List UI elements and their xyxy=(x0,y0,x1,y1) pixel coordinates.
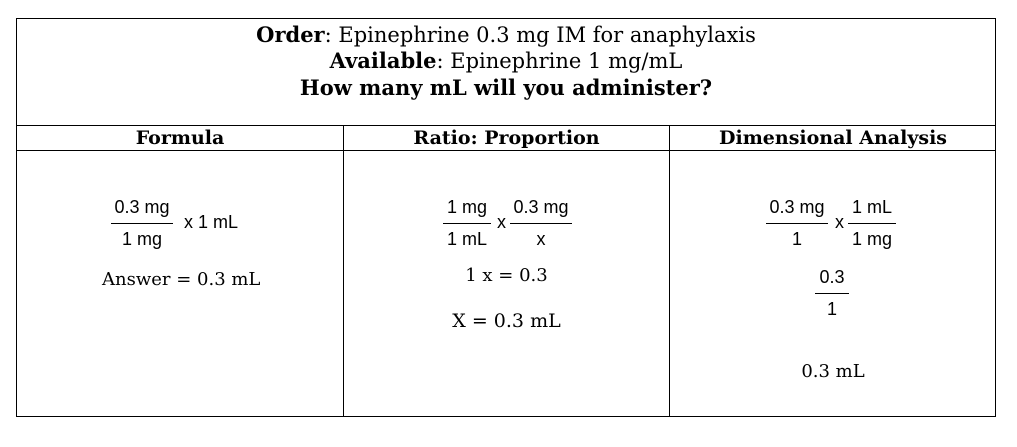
available-line xyxy=(17,48,995,74)
ratio-fraction-2 xyxy=(510,196,572,250)
formula-answer: Answer = 0.3 mL xyxy=(102,269,261,290)
dimensional-fraction-3 xyxy=(815,266,849,320)
fraction-bar xyxy=(815,293,849,294)
order-line xyxy=(17,22,995,48)
column-header-formula: Formula xyxy=(135,127,225,149)
fraction-bar xyxy=(443,223,491,224)
dimensional-fraction-3-denominator: 1 xyxy=(826,299,837,319)
fraction-bar xyxy=(766,223,828,224)
ratio-fraction-1 xyxy=(443,196,491,250)
dimensional-fraction-3-numerator: 0.3 xyxy=(819,267,845,287)
order-label: Order xyxy=(256,22,325,47)
ratio-answer: X = 0.3 mL xyxy=(452,310,561,332)
available-label: Available xyxy=(329,48,437,73)
order-text: : Epinephrine 0.3 mg IM for anaphylaxis xyxy=(324,23,756,47)
dimensional-fraction-2 xyxy=(848,196,896,250)
ratio-fraction-2-numerator: 0.3 mg xyxy=(513,197,569,217)
ratio-fraction-1-numerator: 1 mg xyxy=(446,197,488,217)
dimensional-answer: 0.3 mL xyxy=(801,361,865,382)
dimensional-x-symbol: x xyxy=(835,212,844,232)
formula-fraction-numerator: 0.3 mg xyxy=(114,197,170,217)
dimensional-fraction-1 xyxy=(766,196,828,250)
dimensional-fraction-2-numerator: 1 mL xyxy=(851,197,893,217)
ratio-step: 1 x = 0.3 xyxy=(465,265,548,286)
column-header-dimensional: Dimensional Analysis xyxy=(719,127,947,149)
fraction-bar xyxy=(510,223,572,224)
available-text: : Epinephrine 1 mg/mL xyxy=(436,49,683,73)
ratio-fraction-2-denominator: x xyxy=(536,229,546,249)
fraction-bar xyxy=(111,223,173,224)
ratio-fraction-1-denominator: 1 mL xyxy=(446,229,488,249)
ratio-x-symbol: x xyxy=(497,212,506,232)
dosage-table xyxy=(16,18,996,417)
formula-multiplier: x 1 mL xyxy=(184,212,239,232)
formula-fraction-denominator: 1 mg xyxy=(121,229,163,249)
question-line: How many mL will you administer? xyxy=(299,75,713,100)
dimensional-fraction-1-numerator: 0.3 mg xyxy=(769,197,825,217)
formula-fraction xyxy=(111,196,173,250)
dimensional-fraction-1-denominator: 1 xyxy=(791,229,802,249)
dimensional-fraction-2-denominator: 1 mg xyxy=(851,229,893,249)
column-header-ratio: Ratio: Proportion xyxy=(413,127,600,149)
fraction-bar xyxy=(848,223,896,224)
